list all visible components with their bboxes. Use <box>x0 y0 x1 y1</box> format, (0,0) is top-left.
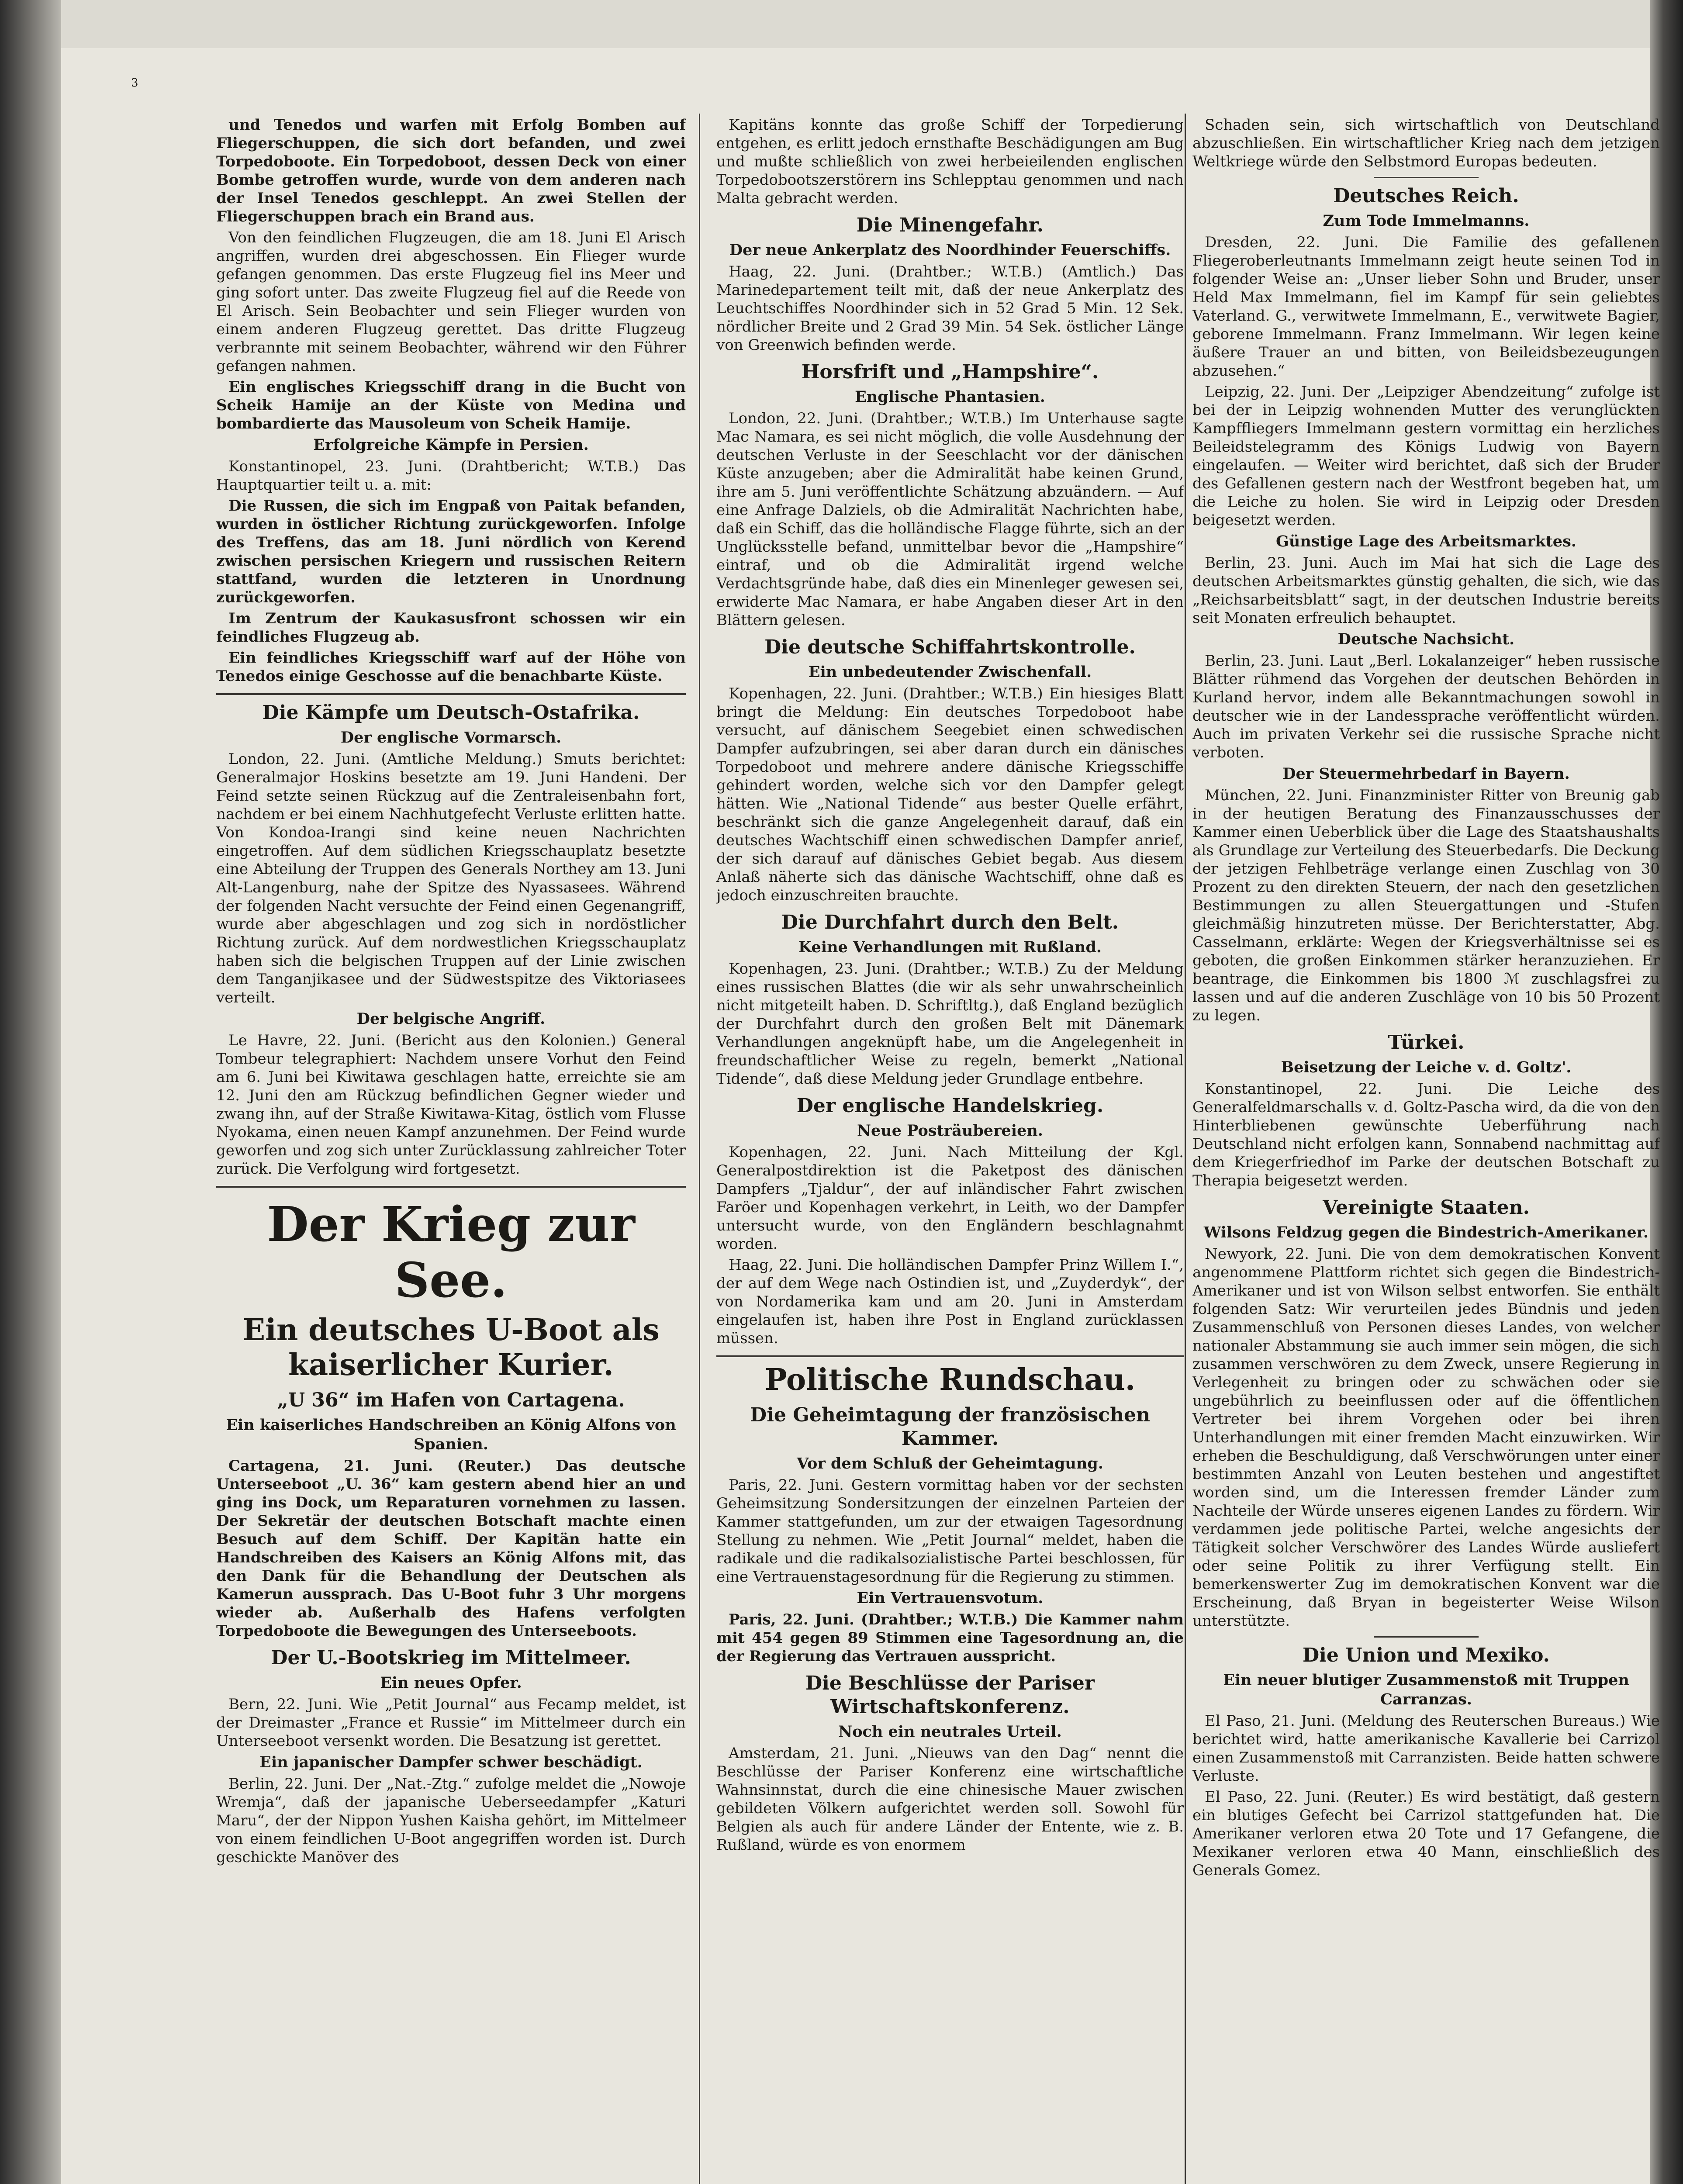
article-paragraph: Schaden sein, sich wirtschaftlich von Deutschland abzuschließen. Ein wirtschaftlicher Krieg nach dem jetzigen Weltkriege würde den Selbstmord Europas bedeuten. <box>1192 116 1660 170</box>
article-paragraph: London, 22. Juni. (Drahtber.; W.T.B.) Im Unterhause sagte Mac Namara, es sei nicht möglich, die volle Ausdehnung der deutschen Verluste in der Seeschlacht vor der dänischen Küste anzugeben; aber die Admiralität habe keinen Grund, ihre am 5. Juni veröffentlichte Schätzung abzuändern. — Auf eine Anfrage Dalziels, ob die Admiralität Nachrichten habe, daß ein Schiff, das die holländische Flagge führte, sich an der Unglücksstelle befand, unmittelbar bevor die „Hampshire“ eintraf, und ob die Admiralität irgend welche Verdachtsgründe habe, daß dies ein Minenleger gewesen sei, erwiderte Mac Namara, er habe Angaben dieser Art in den Blättern gelesen. <box>716 410 1184 629</box>
article-paragraph: Kapitäns konnte das große Schiff der Torpedierung entgehen, es erlitt jedoch ernsthafte Beschädigungen am Bug und mußte schließlich von zwei herbeieilenden englischen Torpedobootszerstörern ins Schlepptau genommen und nach Malta gebracht werden. <box>716 116 1184 207</box>
section-divider <box>216 1186 686 1188</box>
article-paragraph: Bern, 22. Juni. Wie „Petit Journal“ aus Fecamp meldet, ist der Dreimaster „France et Russie“ im Mittelmeer durch ein Unterseeboot versenkt worden. Die Besatzung ist gerettet. <box>216 1696 686 1750</box>
article-paragraph: Von den feindlichen Flugzeugen, die am 18. Juni El Arisch angriffen, wurden drei abgeschossen. Ein Flieger wurde gefangen genommen. Das erste Flugzeug fiel ins Meer und ging sofort unter. Das zweite Flugzeug fiel auf die Reede von El Arisch. Sein Beobachter und sein Flieger wurden von einem anderen Flugzeug gerettet. Das dritte Flugzeug verbrannte mit seinem Beobachter, während wir den Führer gefangen nahmen. <box>216 229 686 375</box>
subheadline: Der neue Ankerplatz des Noordhinder Feuerschiffs. <box>729 241 1171 259</box>
article-paragraph: Le Havre, 22. Juni. (Bericht aus den Kolonien.) General Tombeur telegraphiert: Nachdem unsere Vorhut den Feind am 6. Juni bei Kiwitawa geschlagen hatte, erreichte sie am 12. Juni den am Rückzug befindlichen Gegner wieder und zwang ihn, auf der Straße Kiwitawa-Kitag, östlich vom Flusse Nyokama, einen neuen Kampf anzunehmen. Der Feind wurde geworfen und zog sich unter Zurücklassung zahlreicher Toter zurück. Die Verfolgung wird fortgesetzt. <box>216 1032 686 1178</box>
subheadline: Ein kaiserliches Handschreiben an König Alfons von Spanien. <box>226 1416 676 1453</box>
section-headline: Die Beschlüsse der Pariser Wirtschaftskonferenz. <box>805 1672 1095 1718</box>
article-paragraph: Ein feindliches Kriegsschiff warf auf der Höhe von Tenedos einige Geschosse auf die benachbarte Küste. <box>216 649 686 685</box>
section-divider <box>216 693 686 695</box>
subheadline: Der belgische Angriff. <box>356 1010 546 1028</box>
article-paragraph: Paris, 22. Juni. Gestern vormittag haben vor der sechsten Geheimsitzung Sondersitzungen der einzelnen Parteien der Kammer stattgefunden, um zur der etwaigen Tagesordnung Stellung zu nehmen. Wie „Petit Journal“ meldet, haben die radikale und die radikalsozialistische Partei beschlossen, für eine Vertrauenstagesordnung für die Regierung zu stimmen. <box>716 1476 1184 1586</box>
column-2 <box>716 116 1184 2184</box>
article-paragraph: London, 22. Juni. (Amtliche Meldung.) Smuts berichtet: Generalmajor Hoskins besetzte am 19. Juni Handeni. Der Feind setzte seinen Rückzug auf die Zentraleisenbahn fort, nachdem er bei einem Nachhutgefecht Verluste erlitten hatte. Von Kondoa-Irangi sind keine neuen Nachrichten eingetroffen. Auf dem südlichen Kriegsschauplatz besetzte eine Abteilung der Truppen des Generals Northey am 13. Juni Alt-Langenburg, nahe der Spitze des Nyassasees. Während der folgenden Nacht versuchte der Feind einen Gegenangriff, wurde aber abgeschlagen und zog sich in nordöstlicher Richtung zurück. Auf dem nordwestlichen Kriegsschauplatz haben sich die belgischen Truppen auf der Linie zwischen dem Tanganjikasee und der Südwestspitze des Viktoriasees verteilt. <box>216 750 686 1006</box>
article-paragraph: Kopenhagen, 22. Juni. Nach Mitteilung der Kgl. Generalpostdirektion ist die Paketpost des dänischen Dampfers „Tjaldur“, der auf inländischer Fahrt zwischen Faröer und Kopenhagen verkehrt, in Leith, wo der Dampfer untersucht wurde, von den Engländern beschlagnahmt worden. <box>716 1144 1184 1253</box>
column-rule <box>1185 114 1186 2184</box>
article-paragraph: Berlin, 23. Juni. Auch im Mai hat sich die Lage des deutschen Arbeitsmarktes günstig gehalten, die sich, wie das „Reichsarbeitsblatt“ sagt, in der deutschen Industrie bereits seit Monaten erfreulich behauptet. <box>1192 554 1660 627</box>
article-paragraph: Paris, 22. Juni. (Drahtber.; W.T.B.) Die Kammer nahm mit 454 gegen 89 Stimmen eine Tagesordnung an, die der Regierung das Vertrauen ausspricht. <box>716 1611 1184 1665</box>
subheadline: Der Steuermehrbedarf in Bayern. <box>1282 765 1570 783</box>
article-paragraph: Konstantinopel, 22. Juni. Die Leiche des Generalfeldmarschalls v. d. Goltz-Pascha wird, da die von den Hinterbliebenen gewünschte Ueberführung nach Deutschland nicht erfolgen kann, Sonnabend nachmittag auf dem Kriegerfriedhof im Parke der deutschen Botschaft zu Therapia beigesetzt werden. <box>1192 1080 1660 1189</box>
article-paragraph: Haag, 22. Juni. Die holländischen Dampfer Prinz Willem I.“, der auf dem Wege nach Ostindien ist, und „Zuyderdyk“, der von Nordamerika kam und am 20. Juni in Amsterdam eingelaufen ist, haben ihre Post in England zurücklassen müssen. <box>716 1256 1184 1347</box>
section-divider <box>716 1355 1184 1357</box>
article-paragraph: München, 22. Juni. Finanzminister Ritter von Breunig gab in der heutigen Beratung des Finanzausschusses der Kammer einen Ueberblick über die Lage des Staatshaushalts als Grundlage zur Verteilung des Steuerbedarfs. Die Deckung der jetzigen Fehlbeträge verlange einen Zuschlag von 30 Prozent zu den direkten Steuern, der nach den gesetzlichen Bestimmungen zu allen Steuergattungen und -Stufen gleichmäßig hinzutreten müsse. Der Berichterstatter, Abg. Casselmann, erklärte: Wegen der Kriegsverhältnisse sei es geboten, die großen Einkommen stärker heranzuziehen. Er beantrage, die Einkommen bis 1800 ℳ zuschlagsfrei zu lassen und auf die anderen Zuschläge von 10 bis 50 Prozent zu legen. <box>1192 787 1660 1024</box>
article-paragraph: Dresden, 22. Juni. Die Familie des gefallenen Fliegeroberleutnants Immelmann zeigt heute seinen Tod in folgender Weise an: „Unser lieber Sohn und Bruder, unser Held Max Immelmann, fiel im Kampf für sein geliebtes Vaterland. G., verwitwete Immelmann, E., verwitwete Bagier, geborene Immelmann. Franz Immelmann. Wir legen keine äußere Trauer an und bitten, von Beileidsbezeugungen abzusehen.“ <box>1192 234 1660 380</box>
article-paragraph: Haag, 22. Juni. (Drahtber.; W.T.B.) (Amtlich.) Das Marinedepartement teilt mit, daß der neue Ankerplatz des Leuchtschiffes Noordhinder sich in 52 Grad 5 Min. 12 Sek. nördlicher Breite und 2 Grad 39 Min. 54 Sek. östlicher Länge von Greenwich befinden werde. <box>716 263 1184 354</box>
section-headline: Die Geheimtagung der französischen Kammer. <box>750 1404 1150 1450</box>
article-paragraph: Kopenhagen, 23. Juni. (Drahtber.; W.T.B.) Zu der Meldung eines russischen Blattes (die wir als sehr unwahrscheinlich nicht mitgeteilt haben. D. Schriftltg.), daß England bezüglich der Durchfahrt durch den großen Belt mit Dänemark Verhandlungen angeknüpft habe, um die Angelegenheit in freundschaftlicher Weise zu regeln, bemerkt „National Tidende“, daß diese Meldung jeder Grundlage entbehre. <box>716 960 1184 1088</box>
subheadline: Ein japanischer Dampfer schwer beschädigt. <box>259 1753 643 1771</box>
subheadline: Ein neues Opfer. <box>380 1674 522 1692</box>
short-divider <box>1374 177 1479 178</box>
subheadline: Günstige Lage des Arbeitsmarktes. <box>1276 532 1576 550</box>
article-paragraph: Amsterdam, 21. Juni. „Nieuws van den Dag“ nennt die Beschlüsse der Pariser Konferenz eine wirtschaftliche Wahnsinnstat, durch die eine chinesische Mauer zwischen gebildeten Völkern aufgerichtet werden soll. Sowohl für Belgien als auch für andere Länder der Entente, wie z. B. Rußland, würde es von enormem <box>716 1745 1184 1854</box>
subheadline: Noch ein neutrales Urteil. <box>838 1723 1062 1741</box>
section-headline: Die Union und Mexiko. <box>1302 1644 1550 1666</box>
short-divider <box>1374 1636 1479 1638</box>
subheadline: Neue Posträubereien. <box>857 1122 1043 1140</box>
article-paragraph: Im Zentrum der Kaukasusfront schossen wir ein feindliches Flugzeug ab. <box>216 610 686 646</box>
article-paragraph: Ein englisches Kriegsschiff drang in die Bucht von Scheik Hamije an der Küste von Medina und bombardierte das Mausoleum von Scheik Hamije. <box>216 378 686 432</box>
subheadline: Vor dem Schluß der Geheimtagung. <box>797 1455 1103 1472</box>
section-headline: „U 36“ im Hafen von Cartagena. <box>277 1389 625 1411</box>
section-headline: Der U.-Bootskrieg im Mittelmeer. <box>271 1647 631 1669</box>
subheadline: Ein unbedeutender Zwischenfall. <box>808 663 1092 681</box>
article-paragraph: Cartagena, 21. Juni. (Reuter.) Das deutsche Unterseeboot „U. 36“ kam gestern abend hier an und ging ins Dock, um Reparaturen vornehmen zu lassen. Der Sekretär der deutschen Botschaft machte einen Besuch auf dem Schiff. Der Kapitän hatte ein Handschreiben des Kaisers an König Alfons mit, das den Dank für die Behandlung der Deutschen als Kamerun aussprach. Das U-Boot fuhr 3 Uhr morgens wieder ab. Außerhalb des Hafens verfolgten Torpedoboote die Bewegungen des Unterseeboots. <box>216 1457 686 1640</box>
subheadline: Wilsons Feldzug gegen die Bindestrich-Amerikaner. <box>1203 1223 1649 1241</box>
main-headline: Der Krieg zur See. <box>267 1196 635 1308</box>
subheadline: Erfolgreiche Kämpfe in Persien. <box>313 436 589 454</box>
article-paragraph: und Tenedos und warfen mit Erfolg Bomben auf Fliegerschuppen, die sich dort befanden, und zwei Torpedoboote. Ein Torpedoboot, dessen Deck von einer Bombe getroffen wurde, wurde von dem anderen nach der Insel Tenedos geschleppt. An zwei Stellen der Fliegerschuppen brach ein Brand aus. <box>216 116 686 225</box>
subheadline: Ein neuer blutiger Zusammenstoß mit Truppen Carranzas. <box>1223 1671 1629 1708</box>
section-headline: Türkei. <box>1388 1031 1465 1054</box>
page-corner-mark: 3 <box>131 76 138 90</box>
section-headline: Die Kämpfe um Deutsch-Ostafrika. <box>262 702 640 724</box>
column-3 <box>1192 116 1660 2184</box>
article-paragraph: Newyork, 22. Juni. Die von dem demokratischen Konvent angenommene Plattform richtet sich gegen die Bindestrich-Amerikaner und ist von Wilson selbst entworfen. Sie enthält folgenden Satz: Wir verurteilen jedes Bündnis und jeden Zusammenschluß von Personen dieses Landes, von welcher nationaler Abstammung sie auch immer sein mögen, die sich zusammen verschwören zu dem Zweck, unsere Regierung in Verlegenheit zu bringen oder zu schwächen oder sie ungebührlich zu beeinflussen oder auf die öffentlichen Vertreter bei ihrem Vorgehen oder bei ihren Unterhandlungen mit einer fremden Macht einzuwirken. Wir erheben die Beschuldigung, daß Verschwörungen unter einer bestimmten Anzahl von Leuten bestehen und angestiftet worden sind, um die Interessen fremder Länder zum Nachteile der Würde unseres eigenen Landes zu fördern. Wir verdammen jede politische Partei, welche angesichts der Tätigkeit solcher Verschwörer des Landes Würde ausliefert oder seine Politik zu ihrer Verfügung stellt. Ein bemerkenswerter Zug im demokratischen Konvent war die Erscheinung, daß Bryan in begeisterter Weise Wilson unterstützte. <box>1192 1245 1660 1630</box>
headline: Ein deutsches U-Boot als kaiserlicher Kurier. <box>242 1313 660 1382</box>
subheadline: Beisetzung der Leiche v. d. Goltz'. <box>1281 1058 1572 1076</box>
scan-border-left <box>0 0 61 2184</box>
article-paragraph: Konstantinopel, 23. Juni. (Drahtbericht; W.T.B.) Das Hauptquartier teilt u. a. mit: <box>216 458 686 494</box>
article-paragraph: Berlin, 22. Juni. Der „Nat.-Ztg.“ zufolge meldet die „Nowoje Wremja“, daß der japanische Ueberseedampfer „Katuri Maru“, der der Nippon Yushen Kaisha gehört, im Mittelmeer von einem feindlichen U-Boot angegriffen worden ist. Durch geschickte Manöver des <box>216 1775 686 1866</box>
subheadline: Zum Tode Immelmanns. <box>1323 212 1530 230</box>
section-headline: Die Durchfahrt durch den Belt. <box>781 911 1119 933</box>
article-paragraph: Kopenhagen, 22. Juni. (Drahtber.; W.T.B.) Ein hiesiges Blatt bringt die Meldung: Ein deutsches Torpedoboot habe versucht, auf dänischem Seegebiet einen schwedischen Dampfer aufzubringen, sei aber daran durch ein dänisches Torpedoboot und mehrere andere dänische Kriegsschiffe gehindert worden, welche sich vor den Dampfer gelegt hätten. Wie „National Tidende“ aus bester Quelle erfährt, beschränkt sich die ganze Angelegenheit darauf, daß ein deutsches Wachtschiff einen schwedischen Dampfer anrief, der sich darauf auf dänisches Gebiet begab. Aus diesem Anlaß näherte sich das dänische Wachtschiff, ohne daß es jedoch einzuschreiten brauchte. <box>716 685 1184 904</box>
article-paragraph: Die Russen, die sich im Engpaß von Paitak befanden, wurden in östlicher Richtung zurückgeworfen. Infolge des Treffens, das am 18. Juni nördlich von Kerend zwischen persischen Kriegern und russischen Reitern stattfand, wurden die letzteren in Unordnung zurückgeworfen. <box>216 497 686 606</box>
column-1 <box>216 116 686 2184</box>
article-paragraph: El Paso, 21. Juni. (Meldung des Reuterschen Bureaus.) Wie berichtet wird, hatte amerikanische Kavallerie bei Carrizol einen Zusammenstoß mit Carranzisten. Beide hatten schwere Verluste. <box>1192 1712 1660 1785</box>
subheadline: Deutsche Nachsicht. <box>1337 630 1515 648</box>
section-headline: Die deutsche Schiffahrtskontrolle. <box>764 636 1136 658</box>
section-headline: Horsfrift und „Hampshire“. <box>801 361 1099 383</box>
subheadline: Ein Vertrauensvotum. <box>857 1589 1044 1607</box>
article-paragraph: El Paso, 22. Juni. (Reuter.) Es wird bestätigt, daß gestern ein blutiges Gefecht bei Carrizol stattgefunden hat. Die Amerikaner verloren etwa 20 Tote und 17 Gefangene, die Mexikaner verloren etwa 40 Mann, einschließlich des Generals Gomez. <box>1192 1788 1660 1879</box>
column-rule <box>699 114 700 2184</box>
subheadline: Der englische Vormarsch. <box>340 729 562 746</box>
subheadline: Keine Verhandlungen mit Rußland. <box>798 938 1102 956</box>
section-headline: Deutsches Reich. <box>1333 185 1519 207</box>
article-paragraph: Berlin, 23. Juni. Laut „Berl. Lokalanzeiger“ heben russische Blätter rühmend das Vorgehen der deutschen Behörden in Kurland hervor, indem alle Bekanntmachungen sowohl in deutscher wie in der Landessprache veröffentlicht würden. Auch im privaten Verkehr sei die russische Sprache nicht verboten. <box>1192 652 1660 761</box>
section-headline: Vereinigte Staaten. <box>1323 1196 1530 1219</box>
section-headline: Der englische Handelskrieg. <box>796 1095 1104 1117</box>
section-headline: Die Minengefahr. <box>856 214 1044 236</box>
main-headline: Politische Rundschau. <box>764 1362 1136 1397</box>
subheadline: Englische Phantasien. <box>855 388 1045 406</box>
article-paragraph: Leipzig, 22. Juni. Der „Leipziger Abendzeitung“ zufolge ist bei der in Leipzig wohnenden Mutter des verunglückten Kampffliegers Immelmann gestern vormittag ein herzliches Beileidstelegramm des Königs Ludwig von Bayern eingelaufen. — Weiter wird berichtet, daß sich der Bruder des Gefallenen gestern nach der Westfront begeben hat, um die Leiche zu holen. Sie wird in Leipzig oder Dresden beigesetzt werden. <box>1192 383 1660 529</box>
